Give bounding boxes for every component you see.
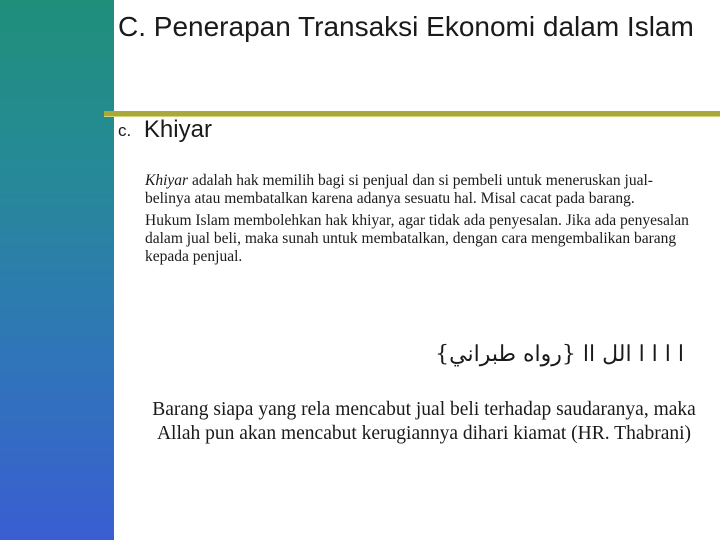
section-heading-text: Khiyar <box>143 116 212 143</box>
definition-term: Khiyar <box>145 172 189 189</box>
arabic-hadith: ا ا ا ا الل اا {رواه طبراني} <box>435 342 684 367</box>
slide-sidebar <box>0 0 114 540</box>
paragraph-ruling: Hukum Islam membolehkan hak khiyar, agar tidak ada penyesalan. Jika ada penyesalan dalam jual beli, maka sunah untuk membatalkan, dengan cara mengembalikan barang kepada penjual. <box>145 212 689 265</box>
section-heading <box>118 116 212 144</box>
definition-text: adalah hak memilih bagi si penjual dan si pembeli untuk meneruskan jual-belinya atau membatalkan karena adanya sesuatu hal. Misal cacat pada barang. <box>145 172 653 207</box>
hadith-translation: Barang siapa yang rela mencabut jual beli terhadap saudaranya, maka Allah pun akan mencabut kerugiannya dihari kiamat (HR. Thabrani) <box>152 399 696 444</box>
section-bullet: c. <box>118 121 132 140</box>
paragraph-definition <box>145 172 697 208</box>
slide-title: C. Penerapan Transaksi Ekonomi dalam Islam <box>118 11 694 42</box>
body-text <box>145 172 697 270</box>
